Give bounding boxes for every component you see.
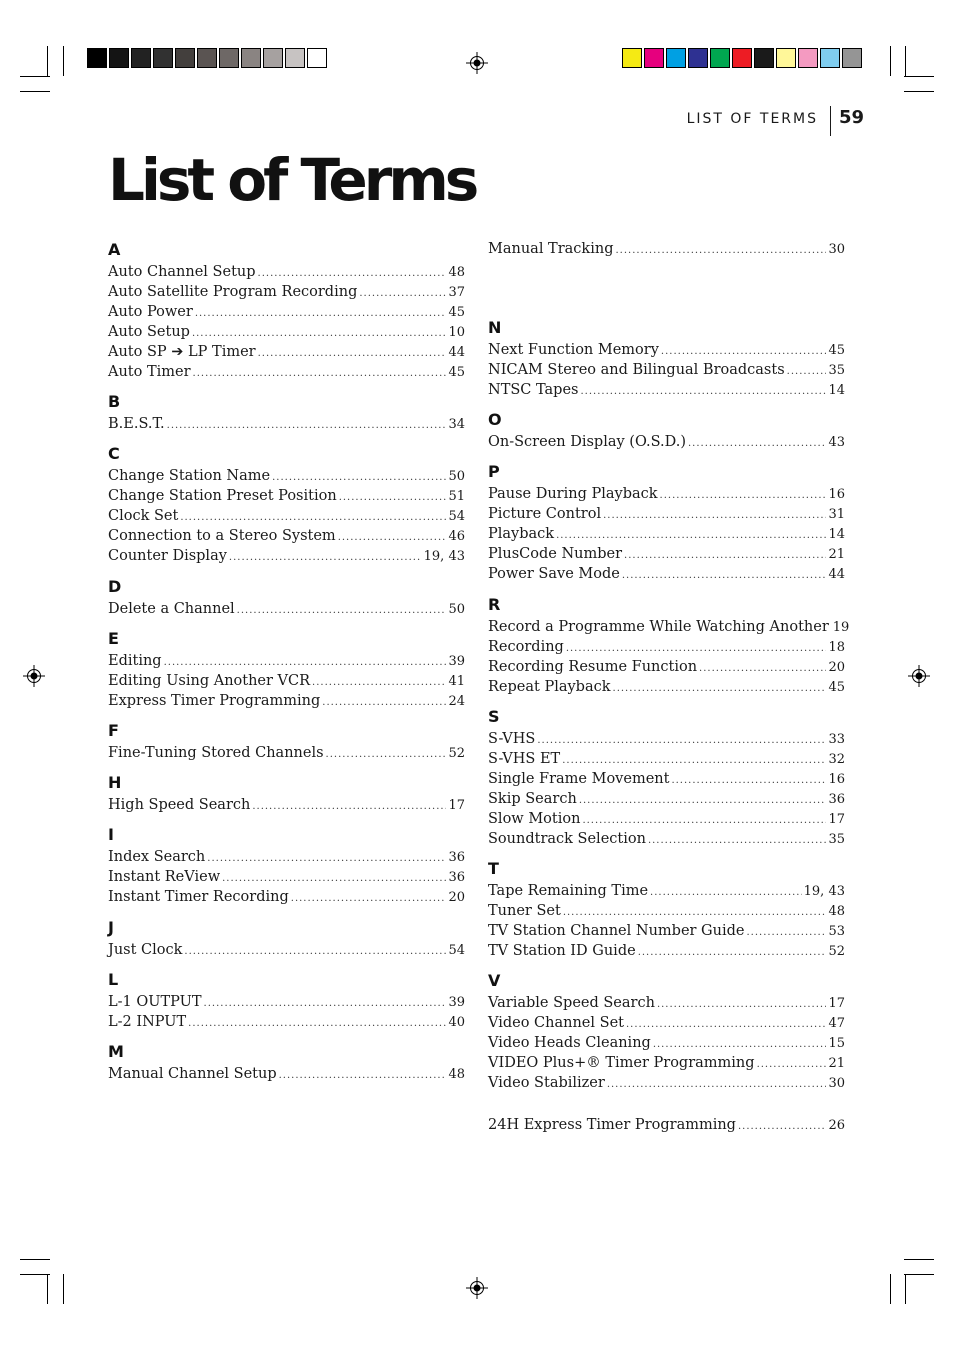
page-reference: 17 bbox=[828, 996, 845, 1011]
index-term: Picture Control bbox=[488, 506, 602, 522]
section-letter: R bbox=[488, 595, 501, 614]
crop-mark bbox=[904, 76, 934, 77]
dot-leader bbox=[338, 528, 447, 548]
dot-leader bbox=[279, 1066, 447, 1086]
index-entry bbox=[488, 1033, 845, 1053]
dot-leader bbox=[537, 731, 826, 751]
index-entry bbox=[108, 414, 465, 434]
dot-leader bbox=[312, 673, 446, 693]
index-entry bbox=[488, 1053, 845, 1073]
index-entry bbox=[488, 340, 845, 360]
dot-leader bbox=[291, 889, 447, 909]
index-entry bbox=[108, 599, 465, 619]
dot-leader bbox=[167, 416, 447, 436]
index-term: Manual Channel Setup bbox=[108, 1066, 277, 1082]
index-term: L-2 INPUT bbox=[108, 1014, 187, 1030]
index-entry bbox=[488, 432, 845, 452]
index-entry bbox=[108, 1012, 465, 1032]
crop-mark bbox=[20, 1259, 50, 1260]
index-entry bbox=[488, 239, 845, 259]
gray-swatch bbox=[219, 48, 239, 68]
index-entry bbox=[108, 795, 465, 815]
index-entry bbox=[108, 1064, 465, 1084]
index-entry bbox=[108, 362, 465, 382]
index-term: Editing Using Another VCR bbox=[108, 673, 311, 689]
dot-leader bbox=[556, 526, 826, 546]
page-reference: 30 bbox=[828, 242, 845, 257]
dot-leader bbox=[566, 639, 827, 659]
index-term: Instant ReView bbox=[108, 869, 221, 885]
index-entry bbox=[488, 524, 845, 544]
index-entry bbox=[108, 671, 465, 691]
index-term: PlusCode Number bbox=[488, 546, 623, 562]
index-term: Tuner Set bbox=[488, 903, 561, 919]
index-term: Express Timer Programming bbox=[108, 693, 321, 709]
crop-mark bbox=[20, 1274, 50, 1275]
index-entry bbox=[488, 504, 845, 524]
dot-leader bbox=[688, 434, 826, 454]
page-title: List of Terms bbox=[108, 146, 476, 214]
dot-leader bbox=[699, 659, 826, 679]
dot-leader bbox=[258, 264, 447, 284]
index-term: S-VHS ET bbox=[488, 751, 561, 767]
index-term: Next Function Memory bbox=[488, 342, 659, 358]
dot-leader bbox=[657, 995, 827, 1015]
index-term: Auto SP ➔ LP Timer bbox=[108, 344, 256, 360]
gray-swatch bbox=[263, 48, 283, 68]
page-reference: 17 bbox=[828, 812, 845, 827]
dot-leader bbox=[339, 488, 447, 508]
index-entry bbox=[108, 887, 465, 907]
page-reference: 20 bbox=[448, 890, 465, 905]
dot-leader bbox=[272, 468, 446, 488]
page-reference: 16 bbox=[828, 487, 845, 502]
index-entry bbox=[108, 847, 465, 867]
page-reference: 37 bbox=[448, 285, 465, 300]
index-term: Video Heads Cleaning bbox=[488, 1035, 651, 1051]
index-term: Connection to a Stereo System bbox=[108, 528, 336, 544]
index-entry bbox=[488, 1013, 845, 1033]
index-entry bbox=[488, 360, 845, 380]
section-letter: I bbox=[108, 825, 114, 844]
header-divider bbox=[830, 106, 831, 136]
crop-mark bbox=[63, 46, 64, 76]
crop-mark bbox=[890, 1274, 891, 1304]
index-entry bbox=[108, 867, 465, 887]
crop-mark bbox=[20, 76, 50, 77]
index-entry bbox=[108, 262, 465, 282]
crop-mark bbox=[890, 46, 891, 76]
page-reference: 53 bbox=[828, 924, 845, 939]
dot-leader bbox=[322, 693, 446, 713]
page-reference: 45 bbox=[828, 343, 845, 358]
index-term: NICAM Stereo and Bilingual Broadcasts bbox=[488, 362, 785, 378]
registration-mark-icon bbox=[466, 52, 488, 74]
page-reference: 48 bbox=[448, 1067, 465, 1082]
dot-leader bbox=[184, 942, 446, 962]
dot-leader bbox=[258, 344, 447, 364]
page-reference: 40 bbox=[448, 1015, 465, 1030]
index-term: Just Clock bbox=[108, 942, 183, 958]
index-term: Record a Programme While Watching Another bbox=[488, 619, 829, 635]
index-entry bbox=[488, 677, 845, 697]
color-swatch bbox=[754, 48, 774, 68]
crop-mark bbox=[904, 1259, 934, 1260]
page-reference: 45 bbox=[448, 365, 465, 380]
index-term: Recording bbox=[488, 639, 564, 655]
index-term: TV Station ID Guide bbox=[488, 943, 636, 959]
index-entry bbox=[108, 506, 465, 526]
color-swatch bbox=[622, 48, 642, 68]
index-term: Variable Speed Search bbox=[488, 995, 655, 1011]
index-entry bbox=[108, 546, 465, 566]
page-reference: 48 bbox=[448, 265, 465, 280]
index-term: Tape Remaining Time bbox=[488, 883, 649, 899]
dot-leader bbox=[607, 1075, 827, 1095]
index-term: Delete a Channel bbox=[108, 601, 235, 617]
index-term: Auto Satellite Program Recording bbox=[108, 284, 358, 300]
index-entry bbox=[108, 282, 465, 302]
page-reference: 46 bbox=[448, 529, 465, 544]
gray-swatch bbox=[87, 48, 107, 68]
index-term: B.E.S.T. bbox=[108, 416, 165, 432]
index-entry bbox=[108, 743, 465, 763]
index-term: Instant Timer Recording bbox=[108, 889, 289, 905]
index-term: Pause During Playback bbox=[488, 486, 658, 502]
page-reference: 44 bbox=[448, 345, 465, 360]
page-reference: 16 bbox=[828, 772, 845, 787]
section-letter: H bbox=[108, 773, 122, 792]
page-reference: 36 bbox=[448, 850, 465, 865]
index-entry bbox=[108, 526, 465, 546]
page-reference: 52 bbox=[828, 944, 845, 959]
index-entry bbox=[108, 466, 465, 486]
index-term: Video Stabilizer bbox=[488, 1075, 605, 1091]
index-term: Skip Search bbox=[488, 791, 577, 807]
dot-leader bbox=[653, 1035, 827, 1055]
dot-leader bbox=[193, 364, 447, 384]
index-entry bbox=[108, 940, 465, 960]
page-reference: 36 bbox=[828, 792, 845, 807]
page-reference: 45 bbox=[448, 305, 465, 320]
color-swatch bbox=[710, 48, 730, 68]
index-term: VIDEO Plus+® Timer Programming bbox=[488, 1055, 755, 1071]
gray-swatch bbox=[153, 48, 173, 68]
page-reference: 51 bbox=[448, 489, 465, 504]
index-term: Soundtrack Selection bbox=[488, 831, 646, 847]
index-term: Recording Resume Function bbox=[488, 659, 698, 675]
index-term: Single Frame Movement bbox=[488, 771, 670, 787]
page-reference: 43 bbox=[828, 435, 845, 450]
index-entry bbox=[488, 941, 845, 961]
dot-leader bbox=[252, 797, 446, 817]
index-entry bbox=[108, 342, 465, 362]
page-reference: 50 bbox=[448, 602, 465, 617]
page-reference: 48 bbox=[828, 904, 845, 919]
registration-mark-icon bbox=[23, 665, 45, 687]
index-entry bbox=[488, 749, 845, 769]
section-letter: C bbox=[108, 444, 120, 463]
index-entry bbox=[488, 484, 845, 504]
dot-leader bbox=[757, 1055, 827, 1075]
page-reference: 21 bbox=[828, 1056, 845, 1071]
running-header-label: LIST OF TERMS bbox=[686, 111, 818, 127]
gray-swatch bbox=[285, 48, 305, 68]
section-letter: J bbox=[108, 918, 114, 937]
section-letter: P bbox=[488, 462, 500, 481]
page-reference: 31 bbox=[828, 507, 845, 522]
dot-leader bbox=[626, 1015, 826, 1035]
dot-leader bbox=[746, 923, 826, 943]
index-entry bbox=[488, 901, 845, 921]
page-reference: 19, 43 bbox=[803, 884, 845, 899]
page-reference: 52 bbox=[448, 746, 465, 761]
section-letter: F bbox=[108, 721, 119, 740]
page-reference: 17 bbox=[448, 798, 465, 813]
index-term: TV Station Channel Number Guide bbox=[488, 923, 745, 939]
page-reference: 41 bbox=[448, 674, 465, 689]
gray-swatch bbox=[109, 48, 129, 68]
dot-leader bbox=[188, 1014, 446, 1034]
gray-swatch bbox=[131, 48, 151, 68]
dot-leader bbox=[237, 601, 447, 621]
page-reference: 44 bbox=[828, 567, 845, 582]
page-number: 59 bbox=[838, 107, 864, 128]
dot-leader bbox=[660, 486, 827, 506]
dot-leader bbox=[204, 994, 447, 1014]
page-reference: 35 bbox=[828, 363, 845, 378]
index-entry bbox=[108, 691, 465, 711]
dot-leader bbox=[624, 546, 826, 566]
dot-leader bbox=[582, 811, 826, 831]
page-reference: 47 bbox=[828, 1016, 845, 1031]
page-reference: 50 bbox=[448, 469, 465, 484]
gray-swatch bbox=[241, 48, 261, 68]
dot-leader bbox=[229, 548, 422, 568]
page-reference: 14 bbox=[828, 527, 845, 542]
section-letter: D bbox=[108, 577, 122, 596]
index-term: S-VHS bbox=[488, 731, 536, 747]
page-reference: 54 bbox=[448, 943, 465, 958]
dot-leader bbox=[180, 508, 446, 528]
page-reference: 35 bbox=[828, 832, 845, 847]
index-entry bbox=[488, 544, 845, 564]
dot-leader bbox=[579, 791, 827, 811]
page-reference: 30 bbox=[828, 1076, 845, 1091]
dot-leader bbox=[222, 869, 446, 889]
section-letter: E bbox=[108, 629, 119, 648]
page-reference: 54 bbox=[448, 509, 465, 524]
gray-swatch bbox=[307, 48, 327, 68]
running-header bbox=[600, 106, 864, 136]
index-entry bbox=[488, 729, 845, 749]
page-reference: 21 bbox=[828, 547, 845, 562]
dot-leader bbox=[326, 745, 447, 765]
page-reference: 10 bbox=[448, 325, 465, 340]
page-reference: 20 bbox=[828, 660, 845, 675]
index-term: Fine-Tuning Stored Channels bbox=[108, 745, 324, 761]
crop-mark bbox=[905, 46, 906, 76]
section-letter: S bbox=[488, 707, 500, 726]
dot-leader bbox=[622, 566, 827, 586]
index-term: Auto Timer bbox=[108, 364, 191, 380]
index-entry bbox=[488, 809, 845, 829]
dot-leader bbox=[615, 241, 826, 261]
dot-leader bbox=[603, 506, 826, 526]
page-reference: 24 bbox=[448, 694, 465, 709]
dot-leader bbox=[581, 382, 827, 402]
color-swatch bbox=[688, 48, 708, 68]
index-entry bbox=[108, 302, 465, 322]
dot-leader bbox=[650, 883, 802, 903]
dot-leader bbox=[192, 324, 447, 344]
dot-leader bbox=[648, 831, 827, 851]
index-term: Change Station Preset Position bbox=[108, 488, 337, 504]
dot-leader bbox=[671, 771, 826, 791]
crop-mark bbox=[905, 1274, 906, 1304]
index-entry bbox=[488, 1073, 845, 1093]
dot-leader bbox=[787, 362, 827, 382]
gray-swatch bbox=[175, 48, 195, 68]
page-reference: 33 bbox=[828, 732, 845, 747]
index-term: Index Search bbox=[108, 849, 206, 865]
index-entry bbox=[488, 921, 845, 941]
index-entry bbox=[108, 651, 465, 671]
section-letter: L bbox=[108, 970, 119, 989]
dot-leader bbox=[661, 342, 827, 362]
color-swatch bbox=[776, 48, 796, 68]
index-term: Manual Tracking bbox=[488, 241, 614, 257]
index-term: Change Station Name bbox=[108, 468, 271, 484]
index-term: 24H Express Timer Programming bbox=[488, 1117, 736, 1133]
index-term: Editing bbox=[108, 653, 162, 669]
section-letter: N bbox=[488, 318, 502, 337]
dot-leader bbox=[207, 849, 446, 869]
registration-mark-icon bbox=[466, 1277, 488, 1299]
dot-leader bbox=[164, 653, 447, 673]
color-swatch bbox=[820, 48, 840, 68]
page-reference: 19 bbox=[832, 620, 850, 635]
page-reference: 14 bbox=[828, 383, 845, 398]
gray-swatch bbox=[197, 48, 217, 68]
index-entry bbox=[488, 881, 845, 901]
section-letter: T bbox=[488, 859, 499, 878]
color-swatch bbox=[842, 48, 862, 68]
section-letter: A bbox=[108, 240, 121, 259]
page-reference: 19, 43 bbox=[423, 549, 465, 564]
page-reference: 34 bbox=[448, 417, 465, 432]
index-term: NTSC Tapes bbox=[488, 382, 579, 398]
page-reference: 26 bbox=[828, 1118, 845, 1133]
color-swatch bbox=[666, 48, 686, 68]
index-entry bbox=[488, 829, 845, 849]
page-reference: 36 bbox=[448, 870, 465, 885]
crop-mark bbox=[47, 46, 48, 76]
index-entry bbox=[488, 564, 845, 584]
dot-leader bbox=[563, 903, 827, 923]
index-entry bbox=[488, 380, 845, 400]
crop-mark bbox=[47, 1274, 48, 1304]
page-reference: 18 bbox=[828, 640, 845, 655]
index-term: Repeat Playback bbox=[488, 679, 611, 695]
page-reference: 45 bbox=[828, 680, 845, 695]
registration-mark-icon bbox=[908, 665, 930, 687]
section-letter: M bbox=[108, 1042, 124, 1061]
index-term: High Speed Search bbox=[108, 797, 251, 813]
page-reference: 39 bbox=[448, 995, 465, 1010]
index-term: Auto Setup bbox=[108, 324, 190, 340]
index-entry bbox=[488, 617, 850, 637]
dot-leader bbox=[738, 1117, 826, 1137]
index-entry bbox=[488, 769, 845, 789]
index-entry bbox=[108, 992, 465, 1012]
index-term: Clock Set bbox=[108, 508, 179, 524]
page-reference: 15 bbox=[828, 1036, 845, 1051]
dot-leader bbox=[359, 284, 446, 304]
color-swatch bbox=[732, 48, 752, 68]
index-entry bbox=[488, 657, 845, 677]
color-swatch bbox=[798, 48, 818, 68]
color-swatch bbox=[644, 48, 664, 68]
index-entry bbox=[488, 637, 845, 657]
index-term: On-Screen Display (O.S.D.) bbox=[488, 434, 686, 450]
index-term: Auto Channel Setup bbox=[108, 264, 256, 280]
index-entry bbox=[488, 993, 845, 1013]
crop-mark bbox=[20, 91, 50, 92]
crop-mark bbox=[904, 91, 934, 92]
crop-mark bbox=[63, 1274, 64, 1304]
index-entry bbox=[488, 789, 845, 809]
index-term: Video Channel Set bbox=[488, 1015, 624, 1031]
index-term: Counter Display bbox=[108, 548, 227, 564]
dot-leader bbox=[638, 943, 827, 963]
dot-leader bbox=[613, 679, 827, 699]
dot-leader bbox=[195, 304, 447, 324]
index-entry bbox=[108, 486, 465, 506]
page-reference: 32 bbox=[828, 752, 845, 767]
page-reference: 39 bbox=[448, 654, 465, 669]
section-letter: V bbox=[488, 971, 501, 990]
index-entry bbox=[488, 1115, 845, 1135]
index-term: L-1 OUTPUT bbox=[108, 994, 202, 1010]
crop-mark bbox=[904, 1274, 934, 1275]
index-entry bbox=[108, 322, 465, 342]
index-term: Auto Power bbox=[108, 304, 193, 320]
index-term: Playback bbox=[488, 526, 555, 542]
section-letter: O bbox=[488, 410, 502, 429]
dot-leader bbox=[562, 751, 826, 771]
index-term: Slow Motion bbox=[488, 811, 581, 827]
index-term: Power Save Mode bbox=[488, 566, 620, 582]
section-letter: B bbox=[108, 392, 121, 411]
